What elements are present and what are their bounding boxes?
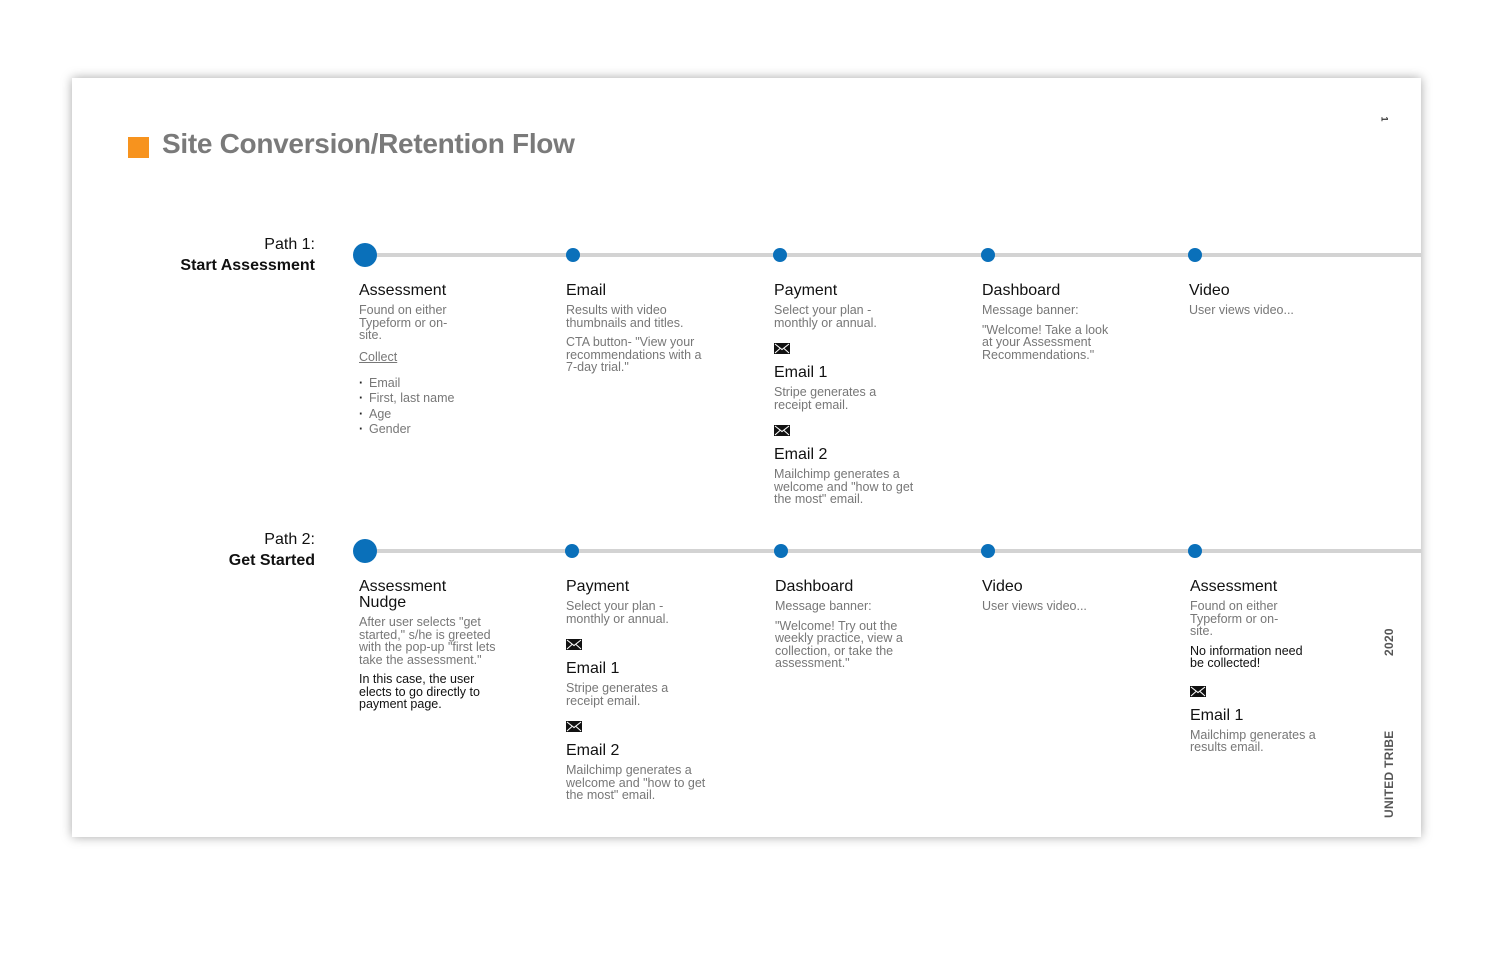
email-1-block	[1190, 684, 1340, 754]
path-2-node-4	[981, 544, 995, 558]
step-description: User views video...	[982, 599, 1087, 613]
step-title: Email	[566, 282, 607, 299]
envelope-icon	[774, 343, 790, 354]
step-title: Assessment	[1190, 578, 1278, 595]
path-2-step-assessment	[1190, 579, 1340, 754]
step-description: Results with video thumbnails and titles.	[566, 303, 684, 330]
path-2-step-payment	[566, 579, 726, 802]
email-description: Mailchimp generates a welcome and "how to get the most" email.	[774, 467, 914, 506]
step-title: Dashboard	[982, 282, 1061, 299]
year-label: 2020	[1382, 628, 1396, 656]
path-1-step-video	[1189, 283, 1349, 317]
path-1-node-2	[566, 248, 580, 262]
path-2-node-5	[1188, 544, 1202, 558]
path-1-step-payment	[774, 283, 934, 506]
email-description: Stripe generates a receipt email.	[774, 385, 877, 412]
collect-list	[359, 376, 519, 438]
step-description-cta: CTA button- "View your recommendations with a 7-day trial."	[566, 335, 702, 374]
page-number: 1	[1379, 116, 1390, 122]
path-1-name: Start Assessment	[180, 257, 315, 274]
step-description: Select your plan - monthly or annual.	[566, 599, 669, 626]
step-description: User views video...	[1189, 303, 1294, 317]
title-square-icon	[128, 137, 149, 158]
email-1-block	[566, 637, 726, 707]
step-title: Assessment	[359, 282, 447, 299]
email-title: Email 2	[566, 742, 620, 759]
envelope-icon	[566, 639, 582, 650]
path-1-node-5	[1188, 248, 1202, 262]
email-description: Stripe generates a receipt email.	[566, 681, 669, 708]
path-1-node-3	[773, 248, 787, 262]
step-description: Message banner:	[982, 303, 1079, 317]
path-1-step-assessment	[359, 283, 519, 438]
path-2-step-video	[982, 579, 1142, 613]
step-title: Payment	[774, 282, 838, 299]
email-title: Email 1	[774, 364, 828, 381]
step-title: Payment	[566, 578, 630, 595]
step-description: Message banner:	[775, 599, 872, 613]
envelope-icon	[566, 721, 582, 732]
step-note: No information need be collected!	[1190, 643, 1303, 670]
path-2-node-3	[774, 544, 788, 558]
step-title: Assessment Nudge	[359, 578, 447, 611]
path-2-start-node	[353, 539, 377, 563]
page-title: Site Conversion/Retention Flow	[162, 128, 575, 159]
step-title: Video	[982, 578, 1023, 595]
path-2-number: Path 2:	[264, 531, 315, 548]
path-1-node-4	[981, 248, 995, 262]
step-description: Found on either Typeform or on-site.	[359, 303, 448, 342]
path-1-timeline	[364, 253, 1421, 257]
brand-label: UNITED TRIBE	[1382, 730, 1396, 818]
envelope-icon	[774, 425, 790, 436]
path-2-step-dashboard	[775, 579, 935, 670]
path-2-timeline	[364, 549, 1421, 553]
path-1-step-email	[566, 283, 726, 374]
email-title: Email 1	[1190, 706, 1244, 724]
collect-label: Collect	[359, 349, 398, 364]
path-1-label	[180, 236, 315, 275]
step-note: In this case, the user elects to go directly to payment page.	[359, 672, 480, 711]
step-banner-text: "Welcome! Try out the weekly practice, view a collection, or take the assessment."	[775, 618, 903, 670]
email-description: Mailchimp generates a welcome and "how to get the most" email.	[566, 763, 706, 802]
path-2-step-assessment-nudge	[359, 579, 504, 711]
email-title: Email 1	[566, 660, 620, 677]
list-item: · Email	[359, 376, 519, 392]
step-title: Dashboard	[775, 578, 854, 595]
step-banner-text: "Welcome! Take a look at your Assessment Recommendations."	[982, 322, 1109, 362]
list-item: · Age	[359, 407, 519, 423]
email-description: Mailchimp generates a results email.	[1190, 727, 1316, 754]
step-description: Found on either Typeform or on-site.	[1190, 599, 1279, 638]
email-1-block	[774, 341, 934, 411]
envelope-icon	[1190, 686, 1206, 697]
path-2-name: Get Started	[228, 552, 315, 569]
path-2-label	[229, 531, 315, 570]
path-2-node-2	[565, 544, 579, 558]
step-description: After user selects "get started," s/he is greeted with the pop-up "first lets take the assessment."	[359, 615, 496, 667]
list-item: · First, last name	[359, 391, 519, 407]
path-1-start-node	[353, 243, 377, 267]
email-2-block	[566, 719, 726, 802]
email-title: Email 2	[774, 446, 828, 463]
path-1-step-dashboard	[982, 283, 1142, 361]
step-title: Video	[1189, 282, 1230, 299]
path-1-number: Path 1:	[264, 236, 315, 253]
list-item: · Gender	[359, 422, 519, 438]
step-description: Select your plan - monthly or annual.	[774, 303, 877, 330]
slide	[72, 78, 1421, 837]
email-2-block	[774, 423, 934, 506]
